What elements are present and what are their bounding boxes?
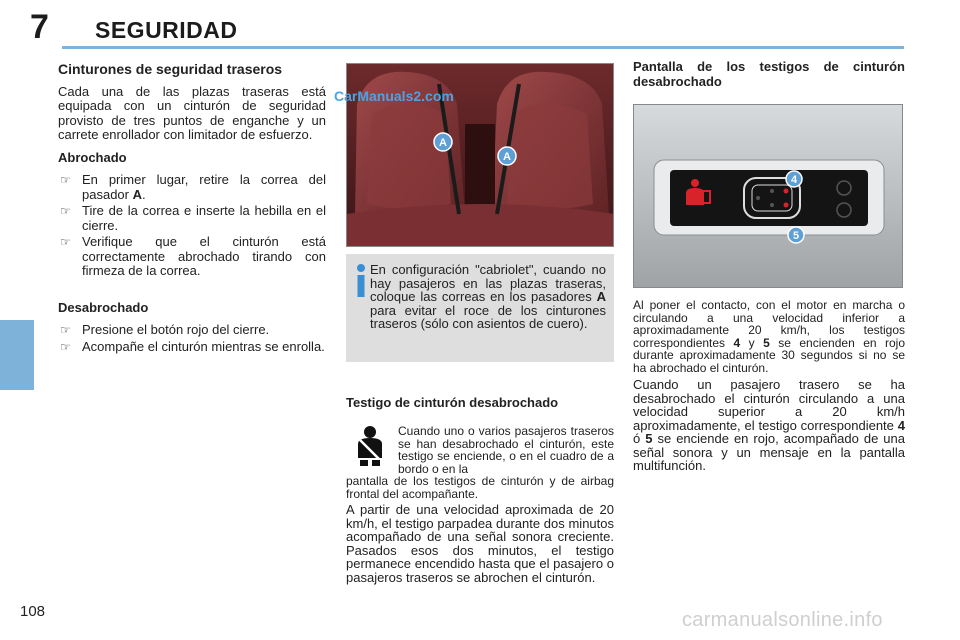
info-icon: [352, 260, 370, 300]
chapter-title: SEGURIDAD: [95, 17, 238, 43]
callout-5-label: 5: [792, 230, 800, 242]
list-item: ☞ Presione el botón rojo del cierre.: [60, 322, 270, 337]
warning-light-paragraph-1: Cuando uno o varios pasajeros traseros se han desabrochado el cinturón, este testigo se enciende, o en el cuadro de a bordo o en la pantalla de los testigos de cinturón y de airbag frontal del acompañante.: [346, 424, 614, 501]
section-title: Cinturones de seguridad traseros: [58, 61, 283, 77]
list-item: ☞ Verifique que el cinturón está correctamente abrochado tirando con firmeza de la correa.: [60, 234, 326, 278]
chapter-number: 7: [30, 8, 49, 46]
pointing-hand-icon: ☞: [60, 235, 71, 249]
unfastening-heading: Desabrochado: [58, 299, 149, 315]
pointing-hand-icon: ☞: [60, 339, 71, 354]
callout-4-label: 4: [790, 174, 798, 186]
list-item: ☞ Tire de la correa e inserte la hebilla en el cierre.: [60, 203, 326, 233]
warning-light-paragraph-2: A partir de una velocidad aproximada de 20 km/h, el testigo parpadea durante dos minutos acompañado de una señal sonora creciente. Pasados esos dos minutos, el testigo permanece encendido hasta que el pasajero o pasajeros traseros se abrochen el cinturón.: [346, 502, 614, 585]
pointing-hand-icon: ☞: [60, 173, 71, 187]
display-paragraph-1: Al poner el contacto, con el motor en marcha o circulando a una velocidad inferior a aproximadamente 20 km/h, los testigos correspondientes 4 y 5 se encienden en rojo durante aproximadamente 30 segundos si no se ha abrochado el cinturón.: [633, 298, 906, 375]
display-section-heading: [633, 60, 905, 97]
page-number: 108: [20, 603, 46, 620]
callout-a-left-label: A: [439, 137, 447, 149]
watermark-bottom: carmanualsonline.info: [682, 609, 883, 631]
chapter-side-tab: [0, 320, 34, 390]
list-item: ☞ Acompañe el cinturón mientras se enrolla.: [60, 338, 325, 354]
list-item: ☞ En primer lugar, retire la correa del pasador A.: [60, 172, 326, 202]
seatbelt-display-illustration: [634, 105, 903, 288]
seatbelt-display-photo: [633, 104, 903, 288]
fastening-heading: Abrochado: [58, 149, 127, 165]
pointing-hand-icon: ☞: [60, 323, 71, 337]
info-text: En configuración "cabriolet", cuando no hay pasajeros en las plazas traseras, coloque las correas en los pasadores A para evitar el roce de los cinturones traseros (sólo con asientos de cuero).: [370, 262, 606, 331]
display-heading: Pantalla de los testigos de cinturón desabrochado: [633, 59, 905, 89]
watermark-top: CarManuals2.com: [334, 88, 454, 104]
pointing-hand-icon: ☞: [60, 204, 71, 218]
rear-seatbelts-section: [58, 62, 326, 362]
header-divider: [62, 46, 904, 49]
info-box: [346, 254, 614, 362]
warning-light-heading: Testigo de cinturón desabrochado: [346, 395, 559, 410]
intro-paragraph: Cada una de las plazas traseras está equipada con un cinturón de seguridad provisto de tres puntos de enganche y un carrete enrollador con limitador de esfuerzo.: [58, 83, 326, 142]
unfastening-steps: [58, 323, 326, 354]
display-paragraph-2: Cuando un pasajero trasero se ha desabrochado el cinturón circulando a una velocidad superior a 20 km/h aproximadamente, el testigo correspondiente 4 ó 5 se enciende en rojo, acompañado de una señal sonora y un mensaje en la pantalla multifunción.: [633, 377, 905, 473]
fastening-steps: [58, 173, 326, 279]
callout-a-right-label: A: [503, 151, 511, 163]
